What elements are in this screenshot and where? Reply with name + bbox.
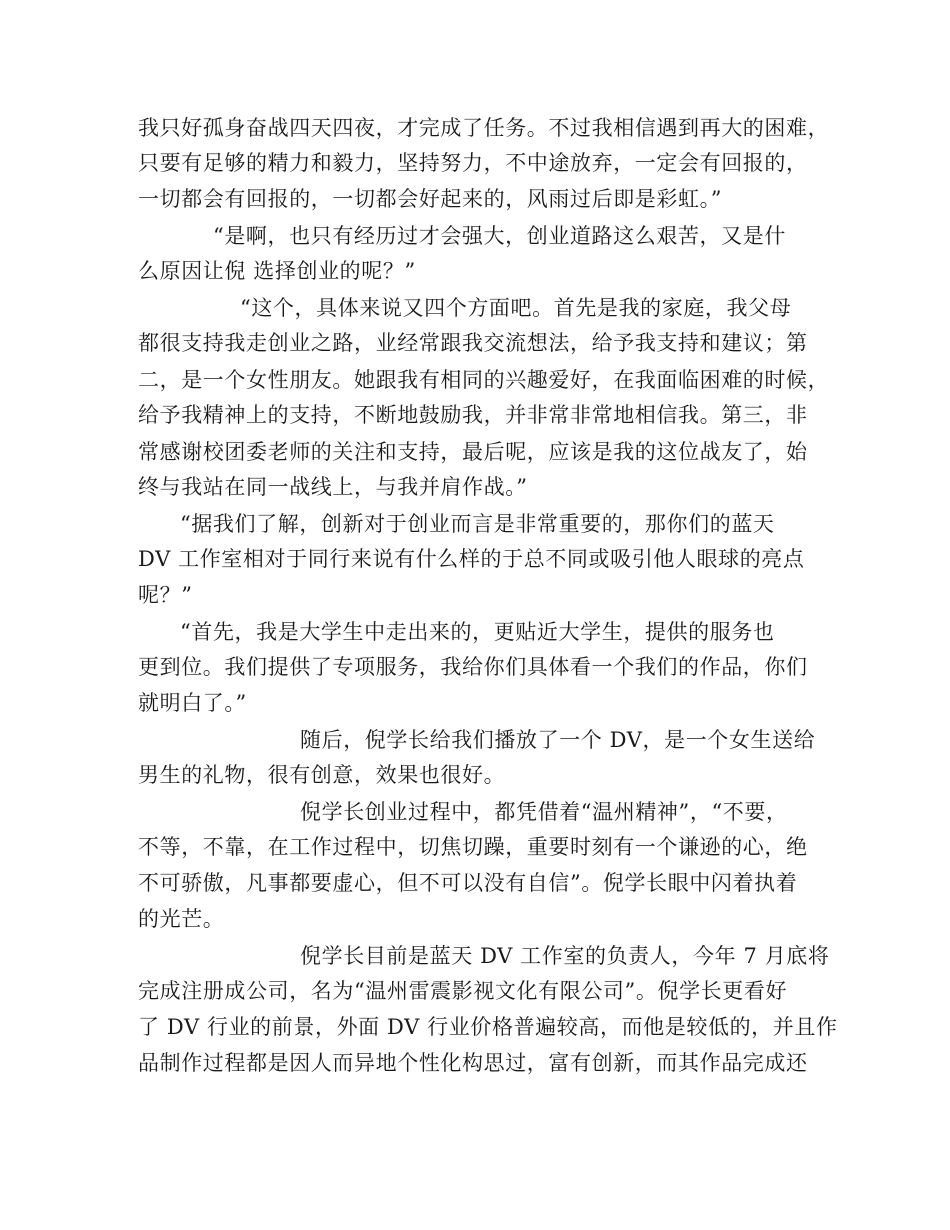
text-line-19: 男生的礼物，很有创意，效果也很好。	[138, 763, 506, 787]
text-line-16: 更到位。我们提供了专项服务，我给你们具体看一个我们的作品，你们	[138, 655, 808, 679]
text-line-9: 给予我精神上的支持，不断地鼓励我，并非常非常地相信我。第三，非	[138, 403, 808, 427]
text-line-4: “是啊，也只有经历过才会强大，创业道路这么艰苦，又是什	[213, 224, 786, 248]
text-line-3: 一切都会有回报的，一切都会好起来的，风雨过后即是彩虹。”	[138, 187, 723, 211]
text-line-22: 不可骄傲，凡事都要虚心，但不可以没有自信”。倪学长眼中闪着执着	[138, 871, 798, 895]
text-line-21: 不等，不靠，在工作过程中，切焦切躁，重要时刻有一个谦逊的心，绝	[138, 835, 808, 859]
text-line-27: 品制作过程都是因人而异地个性化构思过，富有创新，而其作品完成还	[138, 1051, 808, 1075]
text-line-2: 只要有足够的精力和毅力，坚持努力，不中途放弃，一定会有回报的，	[138, 151, 808, 175]
text-line-20: 倪学长创业过程中，都凭借着“温州精神”，“不要，	[300, 800, 788, 824]
text-line-5: 么原因让倪 选择创业的呢？”	[138, 259, 416, 283]
text-line-12: “据我们了解，创新对于创业而言是非常重要的，那你们的蓝天	[180, 512, 775, 536]
text-line-26: 了 DV 行业的前景，外面 DV 行业价格普遍较高，而他是较低的，并且作	[138, 1015, 838, 1039]
text-line-24: 倪学长目前是蓝天 DV 工作室的负责人，今年 7 月底将	[300, 944, 830, 968]
text-line-15: “首先，我是大学生中走出来的，更贴近大学生，提供的服务也	[180, 620, 775, 644]
text-line-8: 二，是一个女性朋友。她跟我有相同的兴趣爱好，在我面临困难的时候，	[138, 368, 830, 392]
text-line-6: “这个，具体来说又四个方面吧。首先是我的家庭，我父母	[240, 296, 792, 320]
text-line-1: 我只好孤身奋战四天四夜，才完成了任务。不过我相信遇到再大的困难，	[138, 116, 830, 140]
text-line-7: 都很支持我走创业之路，业经常跟我交流想法，给予我支持和建议；第	[138, 331, 808, 355]
text-line-14: 呢？”	[138, 583, 193, 607]
text-line-10: 常感谢校团委老师的关注和支持，最后呢，应该是我的这位战友了，始	[138, 440, 808, 464]
text-line-18: 随后，倪学长给我们播放了一个 DV，是一个女生送给	[300, 728, 816, 752]
text-line-17: 就明白了。”	[138, 691, 247, 715]
text-line-23: 的光芒。	[138, 907, 225, 931]
text-line-11: 终与我站在同一战线上，与我并肩作战。”	[138, 475, 528, 499]
text-line-13: DV 工作室相对于同行来说有什么样的于总不同或吸引他人眼球的亮点	[138, 547, 805, 571]
text-line-25: 完成注册成公司，名为“温州雷震影视文化有限公司”。倪学长更看好	[138, 979, 788, 1003]
